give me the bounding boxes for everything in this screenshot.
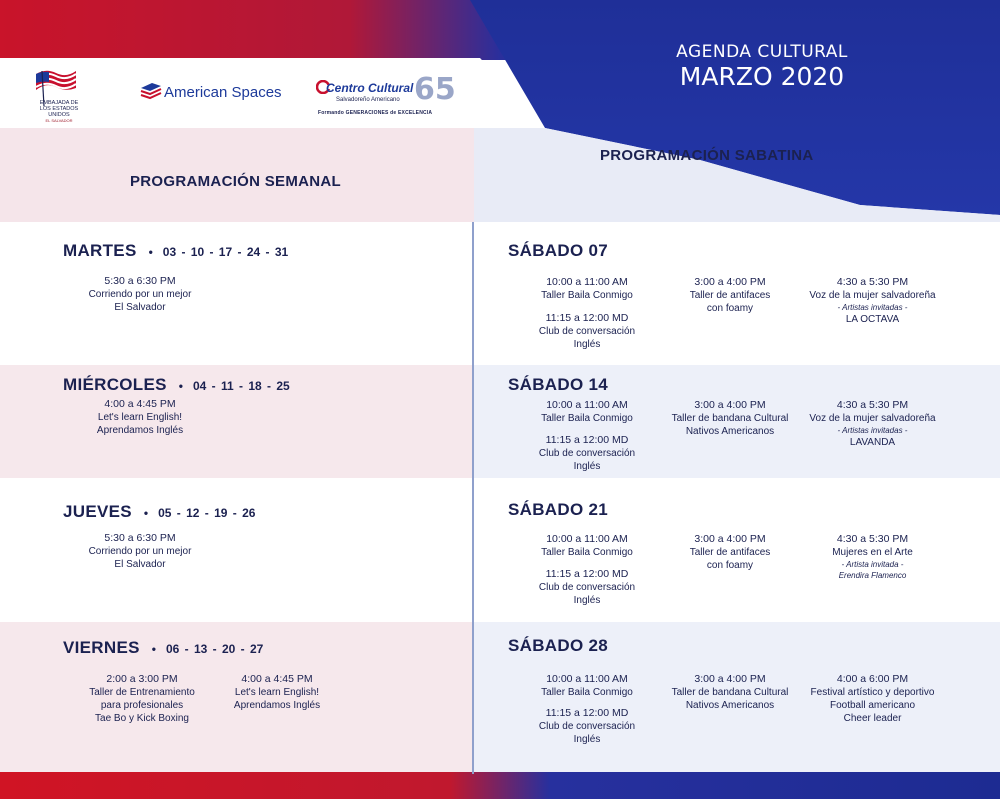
sabado-14-header: SÁBADO 14 — [508, 375, 609, 394]
activity-line: Taller Baila Conmigo — [541, 687, 633, 698]
activity-time: 5:30 a 6:30 PM — [104, 532, 176, 544]
activity-miercoles — [70, 398, 210, 437]
activity-time: 10:00 a 11:00 AM — [546, 276, 628, 288]
sabado-28-activity-4 — [795, 673, 950, 725]
activity-martes — [70, 275, 210, 314]
bullet: • — [143, 506, 149, 520]
sabado-14-activity-4 — [795, 399, 950, 449]
activity-line: Taller Baila Conmigo — [541, 547, 633, 558]
activity-line: Festival artístico y deportivo — [810, 687, 935, 698]
activity-line: Club de conversación — [538, 448, 636, 459]
activity-line: Taller Baila Conmigo — [541, 290, 633, 301]
day-dates: 06 - 13 - 20 - 27 — [165, 642, 264, 656]
activity-jueves — [70, 532, 210, 571]
activity-time: 3:00 a 4:00 PM — [694, 399, 766, 411]
header-line2: MARZO 2020 — [679, 62, 845, 91]
sabado-14-activity-2 — [517, 434, 657, 473]
centro-cultural-logo — [316, 72, 456, 120]
sabado-28-activity-2 — [517, 707, 657, 746]
activity-time: 5:30 a 6:30 PM — [104, 275, 176, 287]
activity-time: 10:00 a 11:00 AM — [546, 673, 628, 685]
centro-tagline: Formando GENERACIONES de EXCELENCIA — [318, 110, 433, 116]
day-header-miercoles — [63, 375, 290, 395]
activity-line: Taller de bandana Cultural — [671, 687, 789, 698]
activity-line: Aprendamos Inglés — [96, 425, 184, 436]
activity-line: Aprendamos Inglés — [233, 700, 321, 711]
activity-line: con foamy — [706, 303, 754, 314]
activity-line: Voz de la mujer salvadoreña — [809, 290, 936, 301]
activity-line: Football americano — [829, 700, 916, 711]
activity-line: LAVANDA — [849, 437, 896, 448]
day-dates: 05 - 12 - 19 - 26 — [158, 506, 256, 520]
activity-time: 2:00 a 3:00 PM — [106, 673, 178, 685]
header-line1: AGENDA CULTURAL — [676, 42, 848, 62]
activity-line: Taller de antifaces — [689, 290, 771, 301]
bullet: • — [148, 245, 153, 259]
column-divider — [472, 222, 474, 774]
activity-time: 11:15 a 12:00 MD — [545, 707, 629, 719]
day-name: MIÉRCOLES — [63, 375, 167, 394]
activity-line: Club de conversación — [538, 326, 636, 337]
activity-time: 11:15 a 12:00 MD — [545, 434, 629, 446]
flag-icon — [140, 82, 162, 102]
activity-line: Corriendo por un mejor — [88, 289, 192, 300]
american-spaces-logo — [140, 82, 282, 102]
day-header-viernes — [63, 638, 263, 658]
activity-time: 4:00 a 4:45 PM — [241, 673, 313, 685]
centro-sub: Salvadoreño Americano — [336, 97, 400, 103]
activity-note: Erendira Flamenco — [838, 571, 907, 580]
activity-note: - Artista invitada - — [841, 560, 904, 569]
embajada-text — [36, 100, 82, 124]
sabado-07-activity-3 — [660, 276, 800, 315]
activity-time: 4:30 a 5:30 PM — [836, 276, 909, 288]
anniversary-number: 65 — [414, 72, 456, 107]
activity-time: 4:00 a 6:00 PM — [836, 673, 909, 685]
activity-line: Inglés — [573, 339, 601, 350]
embajada-country: EL SALVADOR — [45, 118, 73, 123]
activity-time: 3:00 a 4:00 PM — [694, 673, 766, 685]
activity-line: para profesionales — [100, 700, 184, 711]
day-name: MARTES — [63, 241, 137, 260]
day-header-martes — [63, 241, 288, 261]
activity-line: Taller de Entrenamiento — [89, 687, 195, 698]
sabado-07-activity-2 — [517, 312, 657, 351]
bullet: • — [178, 379, 183, 393]
activity-time: 11:15 a 12:00 MD — [545, 568, 629, 580]
activity-line: Taller Baila Conmigo — [541, 413, 633, 424]
sabado-21-activity-1 — [517, 533, 657, 559]
activity-line: Cheer leader — [843, 713, 902, 724]
day-name: JUEVES — [63, 502, 132, 521]
activity-note: - Artistas invitadas - — [837, 426, 908, 435]
activity-line: Let's learn English! — [234, 687, 320, 698]
sabatina-title: PROGRAMACIÓN SABATINA — [600, 147, 814, 164]
day-dates: 03 - 10 - 17 - 24 - 31 — [162, 245, 289, 259]
day-dates: 04 - 11 - 18 - 25 — [192, 379, 290, 393]
sabado-21-activity-2 — [517, 568, 657, 607]
activity-line: Inglés — [573, 734, 601, 745]
activity-line: Mujeres en el Arte — [832, 547, 913, 558]
activity-line: con foamy — [706, 560, 754, 571]
sabado-07-activity-1 — [517, 276, 657, 302]
activity-time: 11:15 a 12:00 MD — [545, 312, 629, 324]
activity-line: LA OCTAVA — [845, 314, 900, 325]
sabado-07-activity-4 — [795, 276, 950, 326]
day-name: VIERNES — [63, 638, 140, 657]
activity-line: Tae Bo y Kick Boxing — [95, 713, 189, 724]
sabado-21-activity-4 — [795, 533, 950, 581]
day-header-jueves — [63, 502, 255, 522]
american-spaces-label: American Spaces — [164, 83, 282, 101]
activity-note: - Artistas invitadas - — [837, 303, 908, 312]
sabado-21-header: SÁBADO 21 — [508, 500, 609, 519]
semanal-title: PROGRAMACIÓN SEMANAL — [130, 173, 341, 190]
activity-time: 10:00 a 11:00 AM — [546, 399, 628, 411]
activity-viernes-2 — [212, 673, 342, 712]
sabado-14-activity-3 — [660, 399, 800, 438]
activity-line: Let's learn English! — [97, 412, 183, 423]
activity-line: Club de conversación — [538, 582, 636, 593]
activity-time: 3:00 a 4:00 PM — [694, 533, 766, 545]
activity-time: 3:00 a 4:00 PM — [694, 276, 766, 288]
sabado-14-activity-1 — [517, 399, 657, 425]
activity-line: Corriendo por un mejor — [88, 546, 192, 557]
activity-time: 4:30 a 5:30 PM — [836, 533, 909, 545]
sabado-28-activity-1 — [517, 673, 657, 699]
sabado-21-activity-3 — [660, 533, 800, 572]
embajada-name: EMBAJADA DE LOS ESTADOS UNIDOS — [39, 100, 79, 118]
bullet: • — [151, 642, 156, 656]
sabado-28-activity-3 — [660, 673, 800, 712]
activity-line: Voz de la mujer salvadoreña — [809, 413, 936, 424]
activity-time: 10:00 a 11:00 AM — [546, 533, 628, 545]
embajada-logo — [30, 66, 78, 126]
activity-line: Nativos Americanos — [685, 700, 775, 711]
activity-line: Club de conversación — [538, 721, 636, 732]
activity-viernes-1 — [72, 673, 212, 725]
activity-line: Taller de bandana Cultural — [671, 413, 789, 424]
activity-line: Inglés — [573, 595, 601, 606]
sabado-07-header: SÁBADO 07 — [508, 241, 609, 260]
activity-line: Inglés — [573, 461, 601, 472]
activity-line: Taller de antifaces — [689, 547, 771, 558]
centro-title: Centro Cultural — [326, 81, 414, 95]
activity-line: El Salvador — [114, 302, 166, 313]
activity-time: 4:00 a 4:45 PM — [104, 398, 176, 410]
sabado-28-header: SÁBADO 28 — [508, 636, 609, 655]
activity-line: El Salvador — [114, 559, 166, 570]
activity-line: Nativos Americanos — [685, 426, 775, 437]
agenda-header — [672, 42, 852, 91]
activity-time: 4:30 a 5:30 PM — [836, 399, 909, 411]
